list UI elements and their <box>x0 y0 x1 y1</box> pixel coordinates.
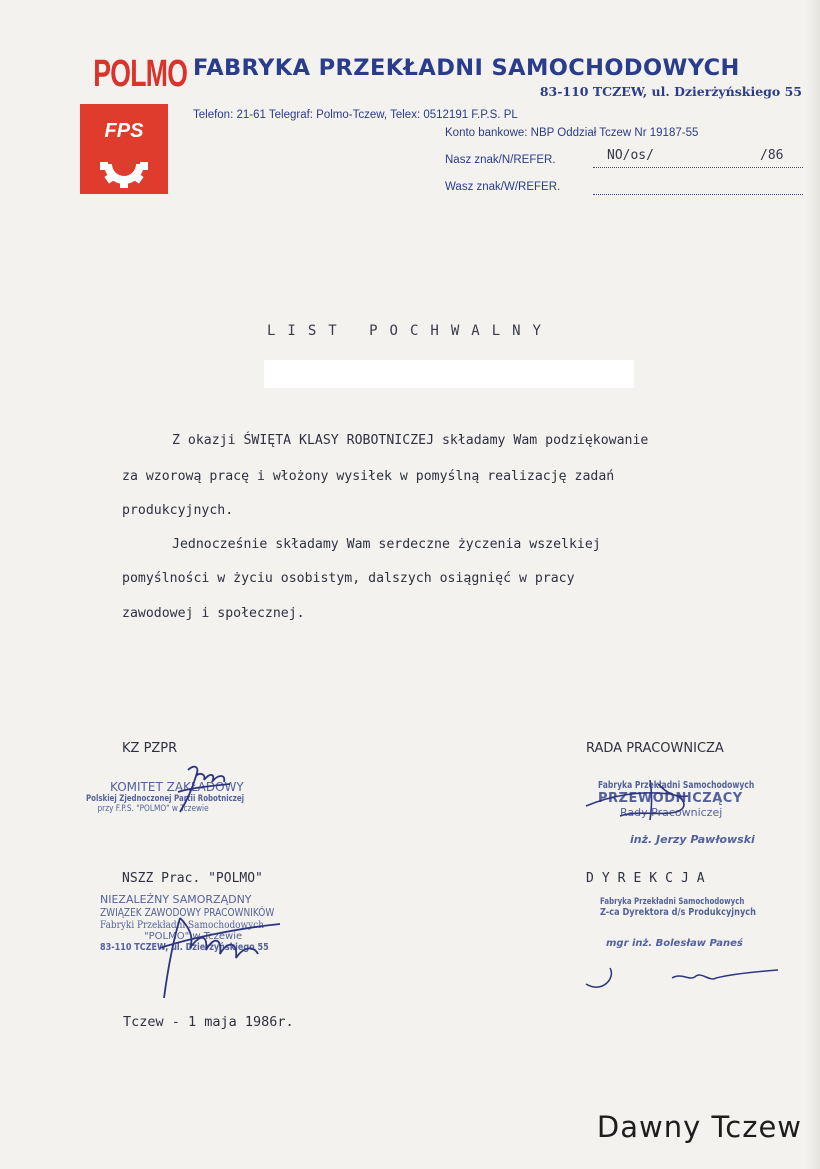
bank-account: Konto bankowe: NBP Oddział Tczew Nr 19187-55 <box>445 127 699 139</box>
letter-date: Tczew - 1 maja 1986r. <box>123 1014 294 1030</box>
kz-stamp-line-1: KOMITET ZAKŁADOWY <box>110 780 244 794</box>
logo-wordmark: POLMO <box>93 53 188 95</box>
company-contacts: Telefon: 21-61 Telegraf: Polmo-Tczew, Telex: 0512191 F.P.S. PL <box>193 109 518 121</box>
rada-stamp-line-3: Rady Pracowniczej <box>620 806 723 819</box>
nszz-stamp-line-2: ZWIĄZEK ZAWODOWY PRACOWNIKÓW <box>100 906 275 919</box>
company-name: FABRYKA PRZEKŁADNI SAMOCHODOWYCH <box>193 55 740 81</box>
kz-signature <box>170 762 250 822</box>
polmo-logo <box>80 52 188 142</box>
dyrekcja-stamp-line-2: Z-ca Dyrektora d/s Produkcyjnych <box>600 907 757 918</box>
redacted-recipient <box>264 360 634 388</box>
logo-badge-text: FPS <box>104 120 144 142</box>
body-line-6: zawodowej i społecznej. <box>122 606 305 621</box>
body-line-2: za wzorową pracę i włożony wysiłek w pomyślną realizację zadań <box>122 469 615 484</box>
our-reference-row <box>445 148 805 170</box>
nszz-stamp-line-1: NIEZALEŻNY SAMORZĄDNY <box>100 893 252 906</box>
kz-stamp-line-2: Polskiej Zjednoczonej Partii Robotniczej <box>86 794 245 804</box>
rada-stamp-line-2: PRZEWODNICZĄCY <box>598 791 743 806</box>
our-reference-dots <box>593 167 803 168</box>
rada-stamp-line-1: Fabryka Przekładni Samochodowych <box>598 780 755 791</box>
rada-signature <box>580 772 710 832</box>
our-reference-value: NO/os/ <box>607 148 654 163</box>
body-line-1: Z okazji ŚWIĘTA KLASY ROBOTNICZEJ składamy Wam podziękowanie <box>172 433 649 448</box>
dyrekcja-label: DYREKCJA <box>586 871 713 886</box>
dyrekcja-stamp-line-3: mgr inż. Bolesław Paneś <box>606 938 743 949</box>
nszz-stamp-line-4: "POLMO" w Tczewie <box>144 931 243 942</box>
page-edge-shadow <box>806 0 820 1169</box>
our-reference-label: Nasz znak/N/REFER. <box>445 154 556 166</box>
watermark: Dawny Tczew <box>596 1110 802 1144</box>
our-reference-year: /86 <box>760 148 784 163</box>
nszz-label: NSZZ Prac. "POLMO" <box>122 871 263 886</box>
body-line-5: pomyślności w życiu osobistym, dalszych osiągnięć w pracy <box>122 571 575 586</box>
your-reference-row <box>445 181 805 197</box>
dyrekcja-stamp-line-1: Fabryka Przekładni Samochodowych <box>600 897 745 907</box>
dyrekcja-signature <box>582 948 782 998</box>
your-reference-dots <box>593 194 803 195</box>
your-reference-label: Wasz znak/W/REFER. <box>445 181 561 193</box>
dyrekcja-stamp <box>600 897 790 949</box>
nszz-stamp-line-3: Fabryki Przekładni Samochodowych <box>100 919 264 931</box>
kz-stamp-line-3: przy F.P.S. "POLMO" w Tczewie <box>97 804 209 814</box>
nszz-signature <box>150 898 290 1008</box>
company-address: 83-110 TCZEW, ul. Dzierżyńskiego 55 <box>539 84 802 99</box>
rada-pracownicza-label: RADA PRACOWNICZA <box>586 741 724 756</box>
kz-pzpr-label: KZ PZPR <box>122 741 178 756</box>
gear-icon <box>80 104 168 194</box>
body-line-3: produkcyjnych. <box>122 503 234 518</box>
fps-logo-badge <box>80 104 168 194</box>
body-line-4: Jednocześnie składamy Wam serdeczne życzenia wszelkiej <box>172 537 601 552</box>
nszz-stamp-line-5: 83-110 TCZEW, ul. Dzierżyńskiego 55 <box>100 942 269 953</box>
letter-title: LIST POCHWALNY <box>266 323 553 339</box>
rada-stamp-line-4: inż. Jerzy Pawłowski <box>630 833 755 846</box>
